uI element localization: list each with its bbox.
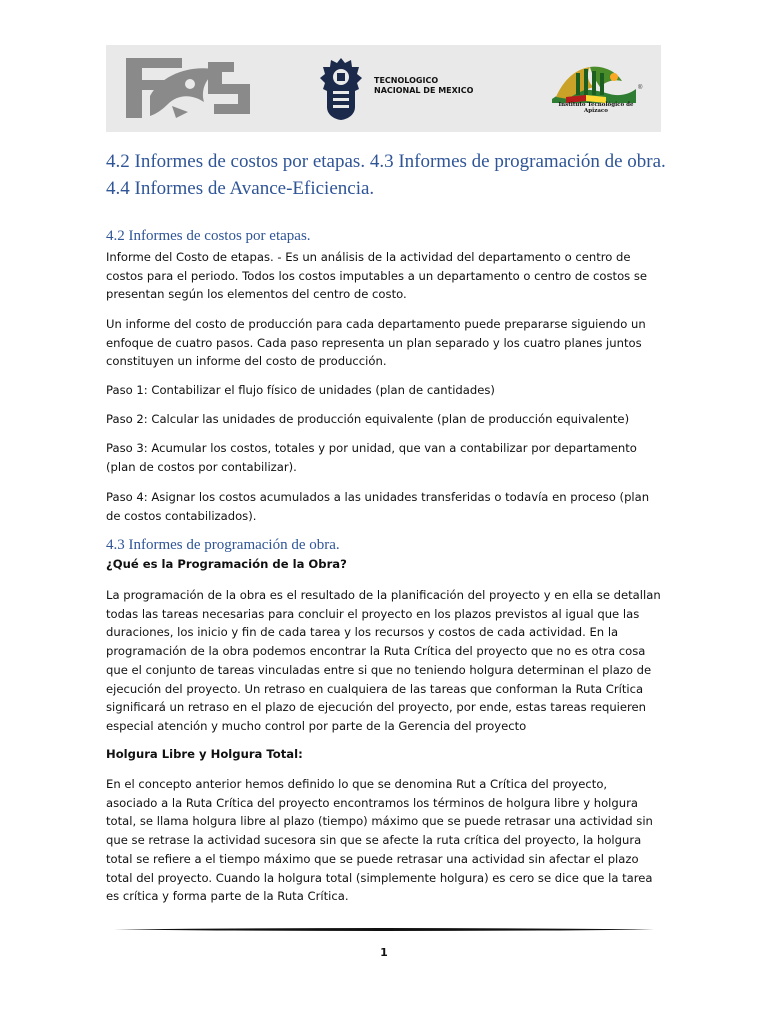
document-title: 4.2 Informes de costos por etapas. 4.3 Informes de programación de obra. 4.4 Informes de Avance-Eficiencia. [106,151,666,199]
question-programacion-obra: ¿Qué es la Programación de la Obra? [106,557,347,571]
paragraph-paso-4: Paso 4: Asignar los costos acumulados a las unidades transferidas o todavía en proceso (plan de costos contabilizados). [106,490,650,523]
footer-divider [114,928,654,931]
section-heading-costos-etapas: 4.2 Informes de costos por etapas. [106,228,311,244]
subheading-holgura: Holgura Libre y Holgura Total: [106,747,303,761]
header-logo-band [106,45,661,132]
paragraph-informe-costo-produccion: Un informe del costo de producción para cada departamento puede prepararse siguiendo un enfoque de cuatro pasos. Cada paso representa un plan separado y los cuatro planes juntos constituyen un informe del costo de producción. [106,317,646,369]
section-heading-programacion-obra: 4.3 Informes de programación de obra. [106,537,340,553]
paragraph-paso-2: Paso 2: Calcular las unidades de producción equivalente (plan de producción equivalente) [106,412,630,426]
paragraph-programacion-obra: La programación de la obra es el resultado de la planificación del proyecto y en ella se detallan todas las tareas necesarias para concluir el proyecto en los plazos previstos al igual que las duraciones, los inicio y fin de cada tarea y los recursos y costos de cada actividad. En la programación de la obra podemos encontrar la Ruta Crítica del proyecto que no es otra cosa que el conjunto de tareas vinculadas entre si que no teniendo holgura determinan el plazo de ejecución del proyecto. Un retraso en cualquiera de las tareas que conforman la Ruta Crítica significará un retraso en el plazo de ejecución del proyecto, por ende, estas tareas requieren especial atención y mucho control por parte de la Gerencia del proyecto [106,588,661,733]
sep-logo-image [122,54,254,122]
tecnm-logo-image [319,57,363,121]
page-number: 1 [380,946,388,959]
paragraph-informe-costo-etapas: Informe del Costo de etapas. - Es un análisis de la actividad del departamento o centro de costos para el periodo. Todos los costos imputables a un departamento o centro de costos se presentan según los elementos del centro de costo. [106,250,648,302]
paragraph-holgura: En el concepto anterior hemos definido lo que se denomina Rut a Crítica del proyecto, asociado a la Ruta Crítica del proyecto encontramos los términos de holgura libre y holgura total, se llama holgura libre al plazo (tiempo) máximo que se puede retrasar una actividad sin que se retrase la actividad sucesora sin que se afecte la ruta crítica del proyecto, la holgura total se refiere a el tiempo máximo que se puede retrasar una actividad sin afectar el plazo total del proyecto. Cuando la holgura total (simplemente holgura) es cero se dice que la tarea es crítica y forma parte de la Ruta Crítica. [106,777,653,904]
tecnm-wordmark [374,76,474,96]
ita-registered-mark: ® [638,85,643,91]
tecnm-wordmark-line1: TECNOLOGICO [374,76,439,85]
tecnm-wordmark-line2: NACIONAL DE MEXICO [374,86,474,95]
paragraph-paso-3: Paso 3: Acumular los costos, totales y por unidad, que van a contabilizar por departamento (plan de costos por contabilizar). [106,441,637,474]
paragraph-paso-1: Paso 1: Contabilizar el flujo físico de unidades (plan de cantidades) [106,383,495,397]
ita-name: Instituto Tecnológico de Apizaco [558,102,634,114]
